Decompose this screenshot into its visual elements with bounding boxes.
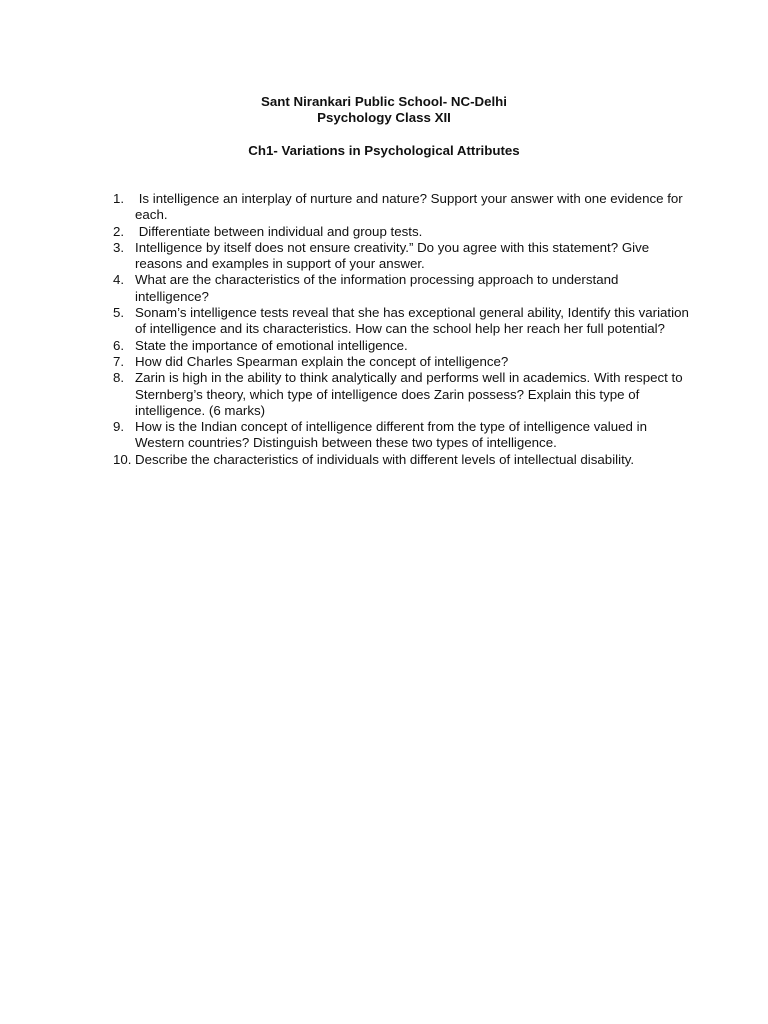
question-text: State the importance of emotional intelligence. [135, 337, 408, 353]
question-text: Zarin is high in the ability to think analytically and performs well in academics. With respect to Sternberg’s theory, which type of intelligence does Zarin possess? Explain this type of intelligence. (6 marks) [135, 370, 683, 418]
question-text: How did Charles Spearman explain the concept of intelligence? [135, 353, 509, 369]
question-item [113, 354, 693, 370]
question-number: 1. [113, 191, 125, 206]
question-number: 3. [113, 239, 125, 255]
question-number: 8. [113, 370, 125, 386]
question-item [113, 240, 693, 273]
question-text: Sonam’s intelligence tests reveal that she has exceptional general ability, Identify this variation of intelligence and its characteristics. How can the school help her reach her full potential? [135, 305, 689, 337]
school-name: Sant Nirankari Public School- NC-Delhi [260, 94, 508, 109]
question-text: Differentiate between individual and group tests. [135, 223, 423, 239]
question-number: 2. [113, 223, 125, 239]
question-number: 6. [113, 337, 125, 353]
question-number: 10. [113, 451, 132, 467]
question-item [113, 224, 693, 240]
question-item [113, 305, 693, 338]
question-item [113, 338, 693, 354]
question-number: 7. [113, 353, 125, 369]
question-item [113, 272, 693, 305]
question-item [113, 419, 693, 452]
question-text: Is intelligence an interplay of nurture and nature? Support your answer with one evidence for each. [135, 191, 687, 223]
question-number: 9. [113, 419, 125, 435]
question-text: Intelligence by itself does not ensure creativity.” Do you agree with this statement? Give reasons and examples in support of your answer. [135, 239, 650, 272]
class-title: Psychology Class XII [317, 110, 451, 125]
question-item [113, 370, 693, 419]
question-number: 5. [113, 305, 125, 321]
question-text: Describe the characteristics of individuals with different levels of intellectual disability. [135, 451, 635, 467]
question-list [113, 191, 693, 468]
question-item [113, 191, 693, 224]
question-text: What are the characteristics of the information processing approach to understand intelligence? [135, 272, 619, 304]
chapter-title: Ch1- Variations in Psychological Attributes [248, 143, 520, 158]
question-number: 4. [113, 272, 125, 288]
question-text: How is the Indian concept of intelligence different from the type of intelligence valued in Western countries? Distinguish between these two types of intelligence. [135, 419, 647, 451]
question-item [113, 452, 693, 468]
